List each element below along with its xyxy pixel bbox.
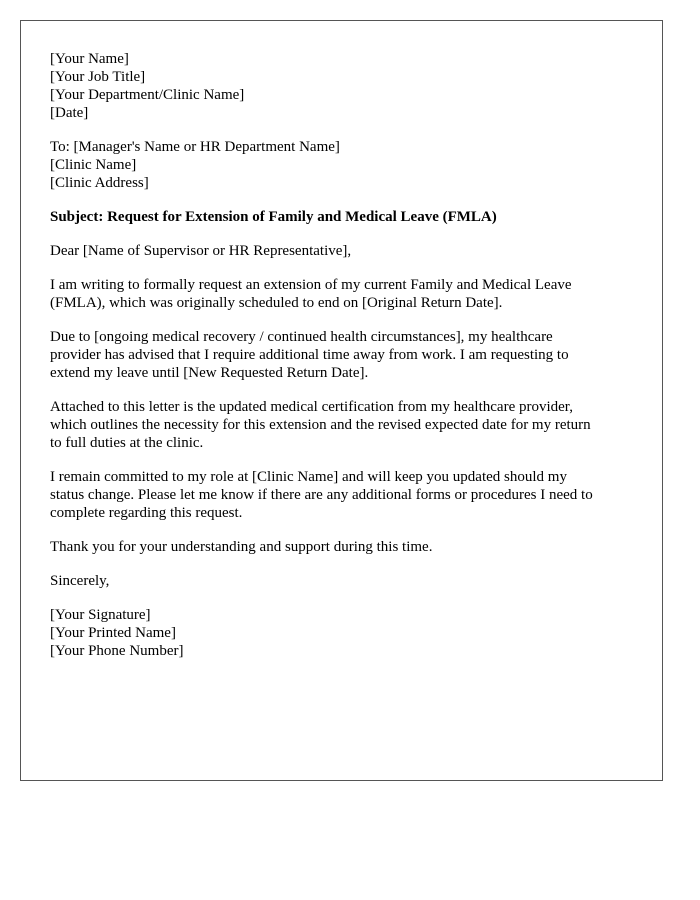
closing: Sincerely, [50,573,110,589]
sender-block: [Your Name] [Your Job Title] [Your Department/Clinic Name] [Date] [50,51,245,121]
body-paragraph: I remain committed to my role at [Clinic Name] and will keep you updated should my status change. Please let me know if there are any additional forms or procedures I need to complete regarding this request. [50,469,593,521]
recipient-block: To: [Manager's Name or HR Department Name] [Clinic Name] [Clinic Address] [50,139,340,191]
salutation: Dear [Name of Supervisor or HR Representative], [50,243,352,259]
signature-block: [Your Signature] [Your Printed Name] [Your Phone Number] [50,607,184,659]
body-paragraph: I am writing to formally request an extension of my current Family and Medical Leave (FMLA), which was originally scheduled to end on [Original Return Date]. [50,277,572,311]
letter-page [20,20,663,781]
body-paragraph: Due to [ongoing medical recovery / continued health circumstances], my healthcare provider has advised that I require additional time away from work. I am requesting to extend my leave until [New Requested Return Date]. [50,329,569,381]
body-paragraph: Attached to this letter is the updated medical certification from my healthcare provider, which outlines the necessity for this extension and the revised expected date for my return to full duties at the clinic. [50,399,591,451]
subject-line: Subject: Request for Extension of Family and Medical Leave (FMLA) [50,209,497,225]
body-paragraph: Thank you for your understanding and support during this time. [50,539,433,555]
